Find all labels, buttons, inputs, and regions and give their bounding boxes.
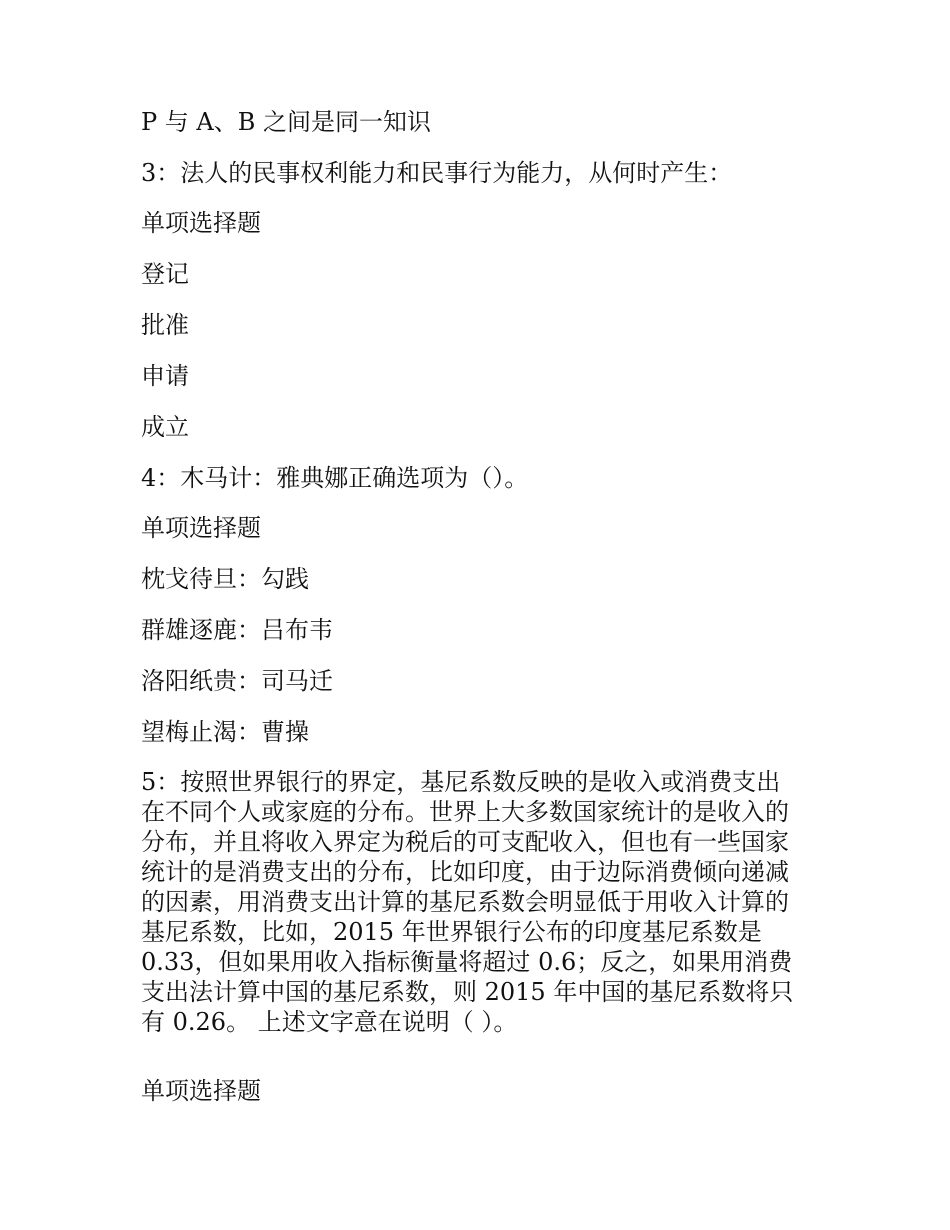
question-5-stem: [141, 767, 831, 1037]
question-3-option-3: 申请: [141, 362, 189, 390]
question-3-type: 单项选择题: [141, 209, 261, 237]
question-3-stem: 3：法人的民事权利能力和民事行为能力，从何时产生：: [141, 159, 733, 187]
question-4-option-1: 枕戈待旦：勾践: [141, 565, 309, 593]
continuation-text: P 与 A、B 之间是同一知识: [141, 108, 432, 136]
question-3-option-2: 批准: [141, 311, 189, 339]
question-4-option-3: 洛阳纸贵：司马迁: [141, 667, 333, 695]
question-3-option-1: 登记: [141, 260, 189, 288]
question-5-stem-line: 0.33，但如果用收入指标衡量将超过 0.6；反之，如果用消费: [141, 948, 793, 976]
question-3-option-4: 成立: [141, 413, 189, 441]
question-5-type: 单项选择题: [141, 1077, 261, 1105]
question-5-stem-line: 统计的是消费支出的分布，比如印度，由于边际消费倾向递减: [141, 858, 789, 886]
question-4-option-4: 望梅止渴：曹操: [141, 718, 309, 746]
question-4-stem: 4：木马计：雅典娜正确选项为（）。: [141, 464, 529, 492]
question-5-stem-line: 支出法计算中国的基尼系数，则 2015 年中国的基尼系数将只: [141, 978, 794, 1006]
question-5-stem-line: 有 0.26。 上述文字意在说明（ ）。: [141, 1008, 518, 1036]
question-5-stem-line: 5：按照世界银行的界定，基尼系数反映的是收入或消费支出: [141, 768, 781, 796]
question-4-option-2: 群雄逐鹿：吕布韦: [141, 616, 333, 644]
question-5-stem-line: 的因素，用消费支出计算的基尼系数会明显低于用收入计算的: [141, 888, 789, 916]
question-5-stem-line: 基尼系数，比如，2015 年世界银行公布的印度基尼系数是: [141, 918, 762, 946]
question-4-type: 单项选择题: [141, 514, 261, 542]
question-5-stem-line: 在不同个人或家庭的分布。世界上大多数国家统计的是收入的: [141, 798, 789, 826]
question-5-stem-line: 分布，并且将收入界定为税后的可支配收入，但也有一些国家: [141, 828, 789, 856]
